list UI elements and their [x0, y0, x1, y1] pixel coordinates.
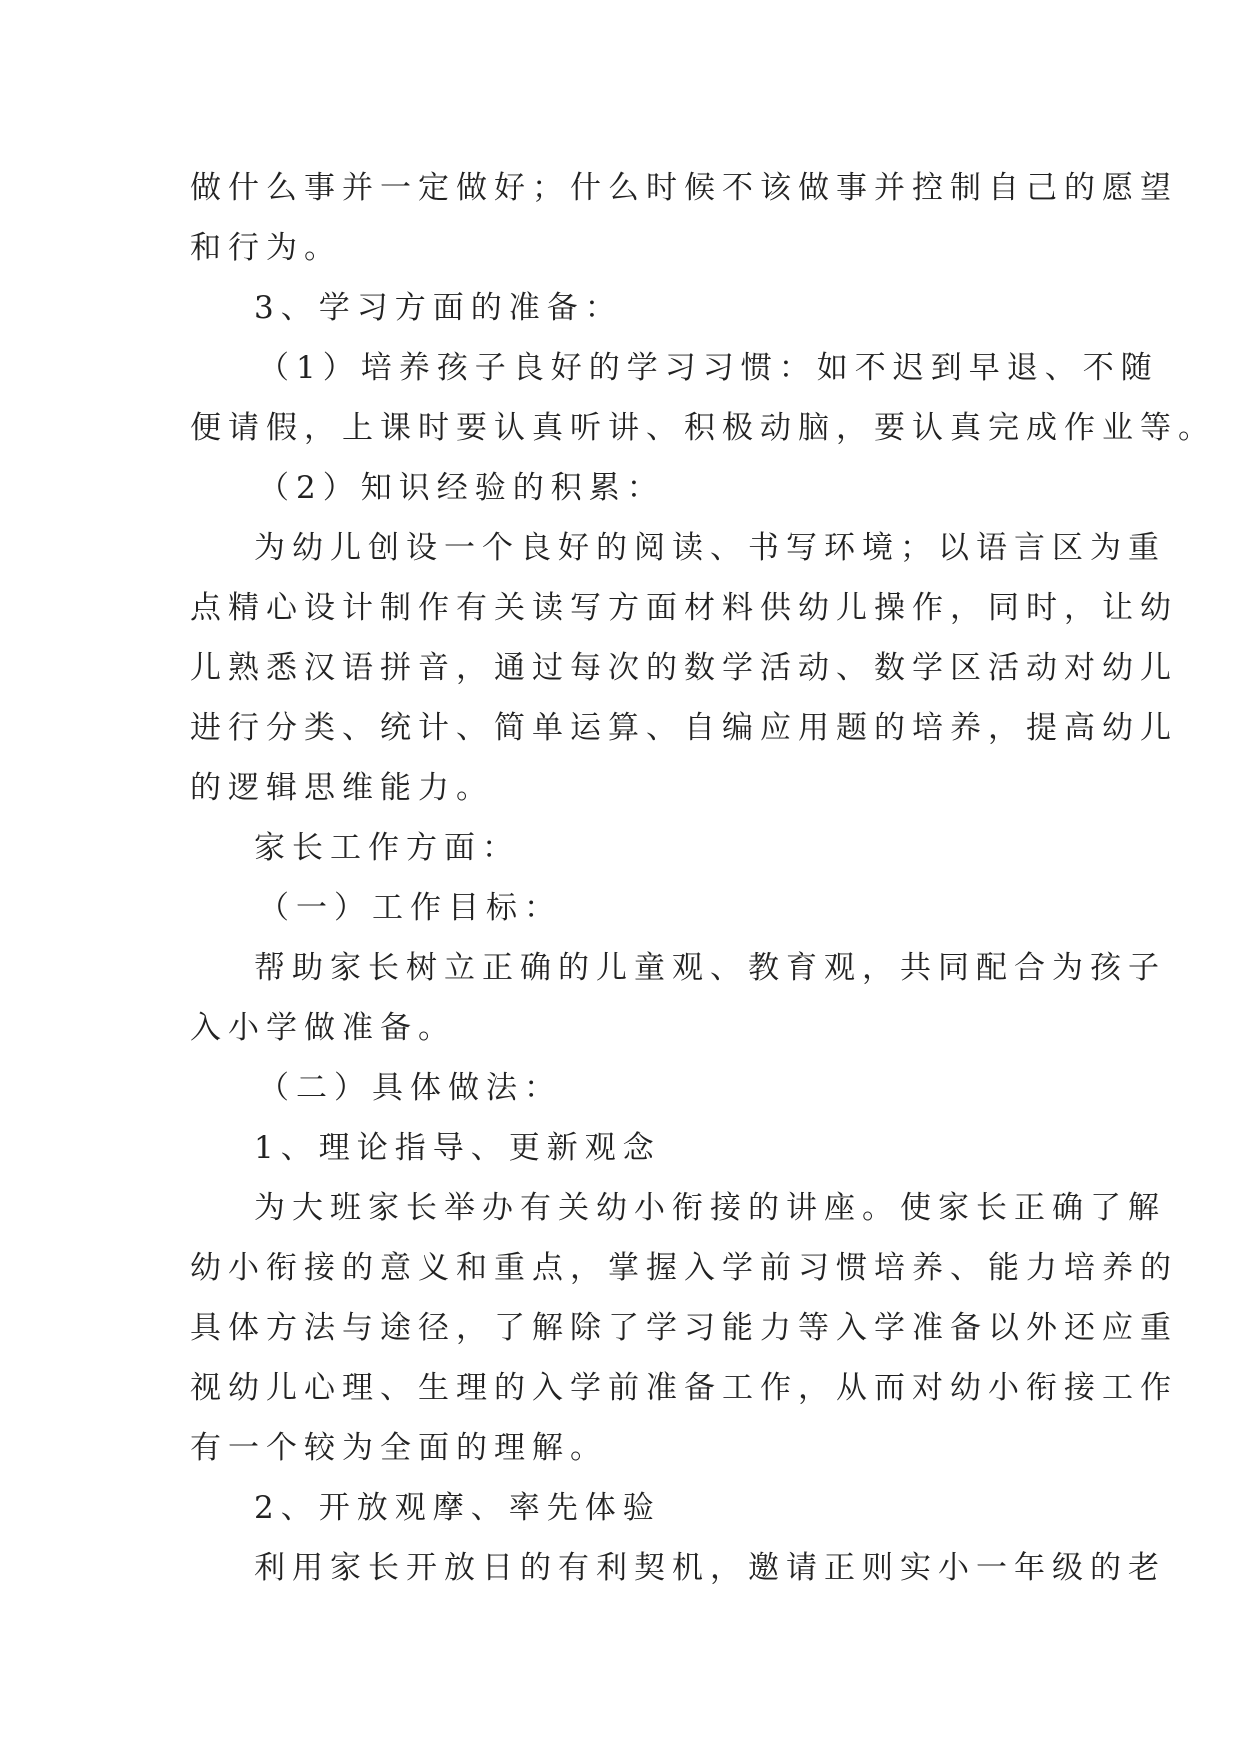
- text-line: 具体方法与途径，了解除了学习能力等入学准备以外还应重: [190, 1310, 1178, 1346]
- text-line: 做什么事并一定做好；什么时候不该做事并控制自己的愿望: [190, 170, 1178, 206]
- text-line: 入小学做准备。: [190, 1010, 456, 1046]
- text-line: 帮助家长树立正确的儿童观、教育观，共同配合为孩子: [254, 950, 1166, 986]
- subsection-heading: （一）工作目标：: [258, 890, 562, 926]
- text-line: 点精心设计制作有关读写方面材料供幼儿操作，同时，让幼: [190, 590, 1178, 626]
- text-line: 便请假，上课时要认真听讲、积极动脑，要认真完成作业等。: [190, 410, 1216, 446]
- text-line: （1）培养孩子良好的学习习惯：如不迟到早退、不随: [258, 350, 1159, 386]
- text-line: 幼小衔接的意义和重点，掌握入学前习惯培养、能力培养的: [190, 1250, 1178, 1286]
- text-line: 进行分类、统计、简单运算、自编应用题的培养，提高幼儿: [190, 710, 1178, 746]
- text-line: 为大班家长举办有关幼小衔接的讲座。使家长正确了解: [254, 1190, 1166, 1226]
- text-line: 有一个较为全面的理解。: [190, 1430, 608, 1466]
- text-line: 视幼儿心理、生理的入学前准备工作，从而对幼小衔接工作: [190, 1370, 1178, 1406]
- text-line: 儿熟悉汉语拼音，通过每次的数学活动、数学区活动对幼儿: [190, 650, 1178, 686]
- subsection-heading: （2）知识经验的积累：: [258, 470, 665, 506]
- subsection-heading: （二）具体做法：: [258, 1070, 562, 1106]
- text-line: 利用家长开放日的有利契机，邀请正则实小一年级的老: [254, 1550, 1166, 1586]
- section-heading: 1、理论指导、更新观念: [254, 1130, 661, 1166]
- section-heading: 2、开放观摩、率先体验: [254, 1490, 661, 1526]
- text-line: 为幼儿创设一个良好的阅读、书写环境；以语言区为重: [254, 530, 1166, 566]
- section-heading: 3、学习方面的准备：: [254, 290, 623, 326]
- text-line: 和行为。: [190, 230, 342, 266]
- section-heading: 家长工作方面：: [254, 830, 520, 866]
- text-line: 的逻辑思维能力。: [190, 770, 494, 806]
